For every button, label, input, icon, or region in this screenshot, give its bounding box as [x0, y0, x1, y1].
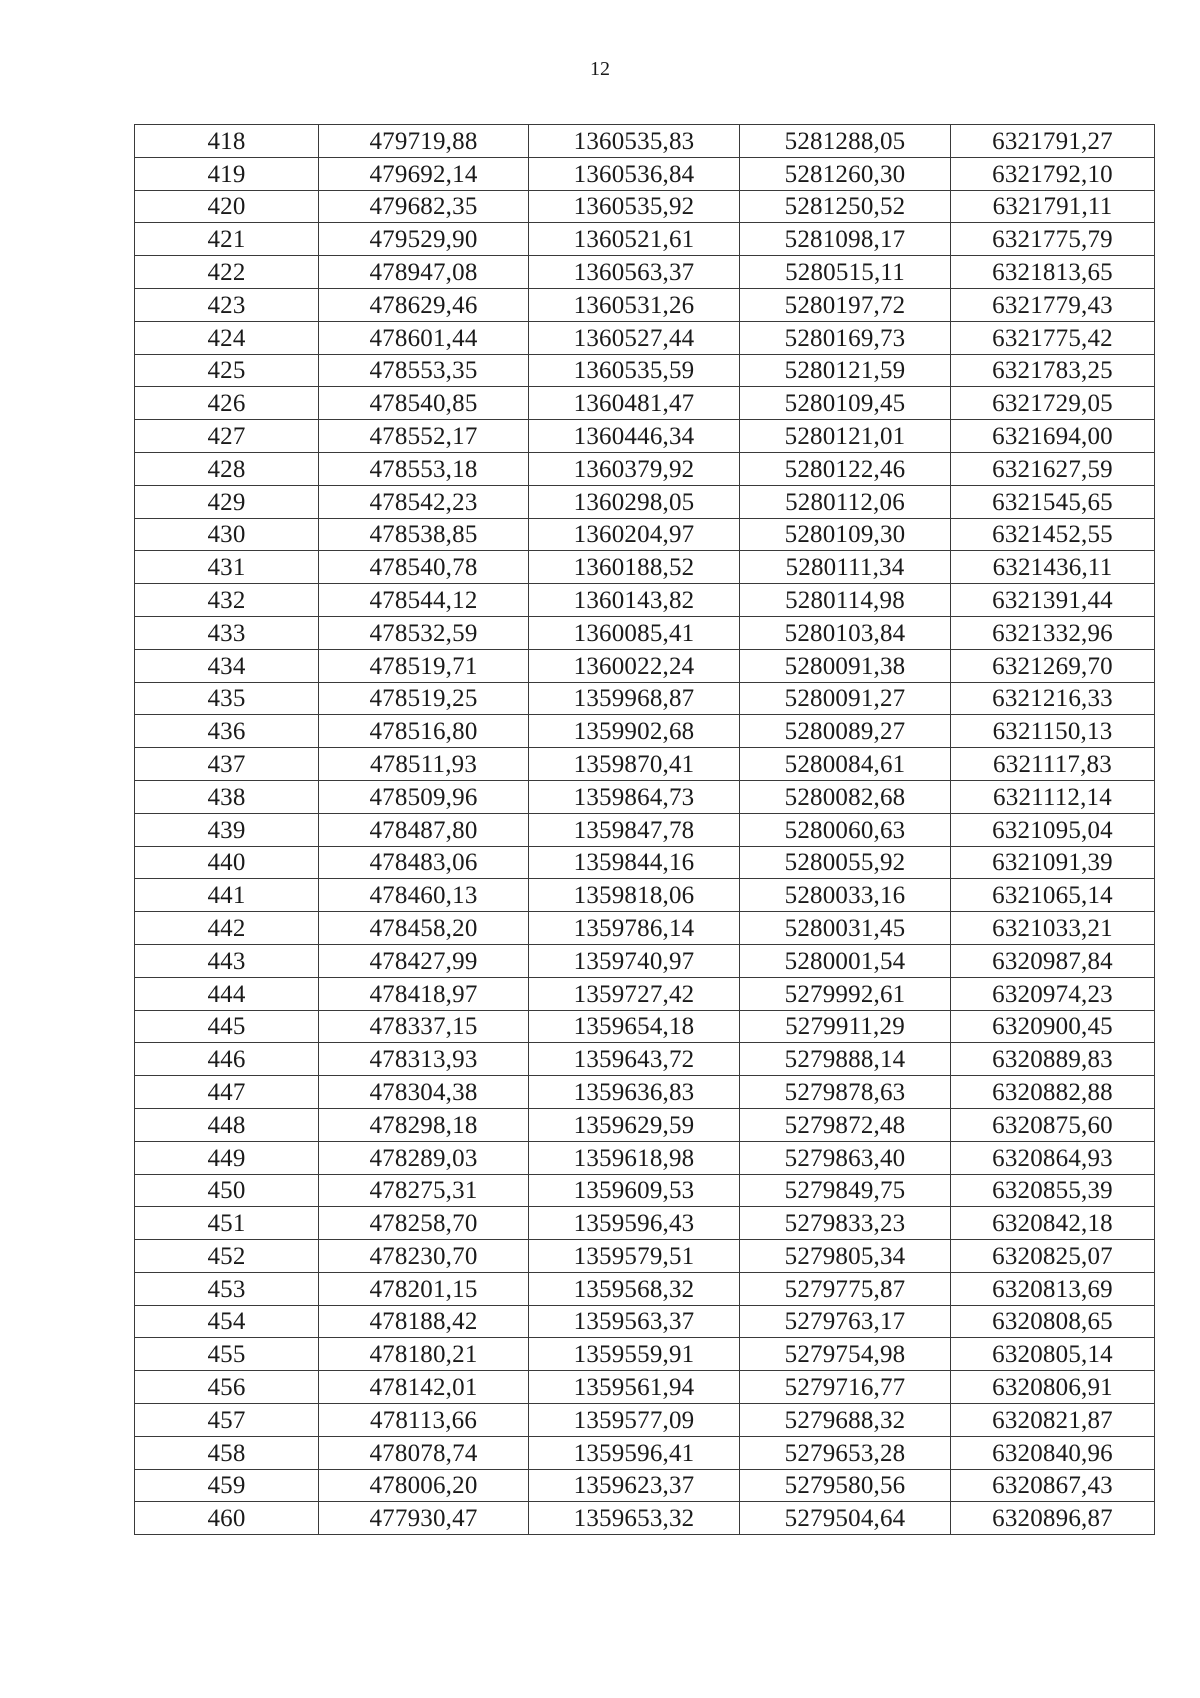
- coord-y-cell: 1359654,18: [529, 1010, 740, 1043]
- coord-x2-cell: 5280121,01: [740, 420, 951, 453]
- coord-x2-cell: 5280122,46: [740, 452, 951, 485]
- coord-x-cell: 478078,74: [319, 1436, 529, 1469]
- table-row: [135, 1469, 1155, 1502]
- coord-y2-cell: 6320825,07: [951, 1240, 1155, 1273]
- coord-x-cell: 478006,20: [319, 1469, 529, 1502]
- coord-x2-cell: 5279763,17: [740, 1305, 951, 1338]
- coord-x-cell: 478275,31: [319, 1174, 529, 1207]
- coord-x2-cell: 5279911,29: [740, 1010, 951, 1043]
- coord-y2-cell: 6321694,00: [951, 420, 1155, 453]
- coord-y2-cell: 6321391,44: [951, 584, 1155, 617]
- coord-x-cell: 478519,25: [319, 682, 529, 715]
- table-row: [135, 1338, 1155, 1371]
- coord-y-cell: 1359579,51: [529, 1240, 740, 1273]
- coord-x-cell: 478544,12: [319, 584, 529, 617]
- table-row: [135, 1043, 1155, 1076]
- table-row: [135, 912, 1155, 945]
- table-row: [135, 518, 1155, 551]
- coord-y2-cell: 6320806,91: [951, 1371, 1155, 1404]
- point-number-cell: 432: [135, 584, 319, 617]
- coord-x2-cell: 5279992,61: [740, 977, 951, 1010]
- point-number-cell: 437: [135, 748, 319, 781]
- table-row: [135, 846, 1155, 879]
- coord-y-cell: 1359727,42: [529, 977, 740, 1010]
- coord-x-cell: 478427,99: [319, 944, 529, 977]
- point-number-cell: 425: [135, 354, 319, 387]
- coord-y2-cell: 6321065,14: [951, 879, 1155, 912]
- coord-y-cell: 1360563,37: [529, 256, 740, 289]
- coord-y2-cell: 6321095,04: [951, 813, 1155, 846]
- coord-x-cell: 478458,20: [319, 912, 529, 945]
- table-row: [135, 780, 1155, 813]
- coord-x2-cell: 5279580,56: [740, 1469, 951, 1502]
- table-row: [135, 1305, 1155, 1338]
- coord-x-cell: 478201,15: [319, 1272, 529, 1305]
- coord-y-cell: 1359786,14: [529, 912, 740, 945]
- point-number-cell: 435: [135, 682, 319, 715]
- point-number-cell: 448: [135, 1108, 319, 1141]
- coord-y-cell: 1359643,72: [529, 1043, 740, 1076]
- table-row: [135, 288, 1155, 321]
- table-row: [135, 1404, 1155, 1437]
- coord-y-cell: 1360204,97: [529, 518, 740, 551]
- point-number-cell: 421: [135, 223, 319, 256]
- coord-y2-cell: 6321216,33: [951, 682, 1155, 715]
- coord-y2-cell: 6321150,13: [951, 715, 1155, 748]
- coord-x-cell: 478511,93: [319, 748, 529, 781]
- table-row: [135, 1436, 1155, 1469]
- coord-y2-cell: 6321117,83: [951, 748, 1155, 781]
- coord-x-cell: 478540,78: [319, 551, 529, 584]
- coord-x2-cell: 5279653,28: [740, 1436, 951, 1469]
- table-row: [135, 190, 1155, 223]
- table-row: [135, 1371, 1155, 1404]
- coord-y-cell: 1359563,37: [529, 1305, 740, 1338]
- coord-y-cell: 1360531,26: [529, 288, 740, 321]
- table-row: [135, 485, 1155, 518]
- coord-x2-cell: 5279805,34: [740, 1240, 951, 1273]
- table-row: [135, 584, 1155, 617]
- coord-x-cell: 479682,35: [319, 190, 529, 223]
- table-row: [135, 977, 1155, 1010]
- coord-y-cell: 1359870,41: [529, 748, 740, 781]
- coord-y2-cell: 6321729,05: [951, 387, 1155, 420]
- point-number-cell: 441: [135, 879, 319, 912]
- coord-y2-cell: 6320842,18: [951, 1207, 1155, 1240]
- coord-x2-cell: 5279849,75: [740, 1174, 951, 1207]
- coord-x-cell: 478188,42: [319, 1305, 529, 1338]
- point-number-cell: 423: [135, 288, 319, 321]
- coord-y-cell: 1359864,73: [529, 780, 740, 813]
- coord-y2-cell: 6321783,25: [951, 354, 1155, 387]
- coord-x-cell: 478258,70: [319, 1207, 529, 1240]
- coord-y2-cell: 6320808,65: [951, 1305, 1155, 1338]
- coord-x-cell: 478542,23: [319, 485, 529, 518]
- coord-y2-cell: 6321112,14: [951, 780, 1155, 813]
- point-number-cell: 426: [135, 387, 319, 420]
- coord-y-cell: 1359609,53: [529, 1174, 740, 1207]
- coord-y2-cell: 6321775,79: [951, 223, 1155, 256]
- coord-y2-cell: 6321627,59: [951, 452, 1155, 485]
- coord-y2-cell: 6321436,11: [951, 551, 1155, 584]
- coord-y2-cell: 6320896,87: [951, 1502, 1155, 1535]
- point-number-cell: 419: [135, 157, 319, 190]
- coord-x2-cell: 5280109,30: [740, 518, 951, 551]
- coord-x2-cell: 5280082,68: [740, 780, 951, 813]
- coord-y2-cell: 6320900,45: [951, 1010, 1155, 1043]
- coord-x-cell: 478532,59: [319, 616, 529, 649]
- coord-x-cell: 478304,38: [319, 1076, 529, 1109]
- coord-x-cell: 478629,46: [319, 288, 529, 321]
- coord-y-cell: 1360143,82: [529, 584, 740, 617]
- coord-y2-cell: 6320840,96: [951, 1436, 1155, 1469]
- coord-x-cell: 478487,80: [319, 813, 529, 846]
- coord-x-cell: 479692,14: [319, 157, 529, 190]
- coord-x-cell: 478519,71: [319, 649, 529, 682]
- coord-x-cell: 479719,88: [319, 125, 529, 158]
- table-row: [135, 223, 1155, 256]
- table-row: [135, 1272, 1155, 1305]
- coord-y-cell: 1359818,06: [529, 879, 740, 912]
- coord-y2-cell: 6320855,39: [951, 1174, 1155, 1207]
- point-number-cell: 445: [135, 1010, 319, 1043]
- coord-y-cell: 1360481,47: [529, 387, 740, 420]
- coord-x2-cell: 5281250,52: [740, 190, 951, 223]
- point-number-cell: 455: [135, 1338, 319, 1371]
- coord-y2-cell: 6320875,60: [951, 1108, 1155, 1141]
- coord-x2-cell: 5281098,17: [740, 223, 951, 256]
- coord-y2-cell: 6320987,84: [951, 944, 1155, 977]
- table-row: [135, 813, 1155, 846]
- coord-x2-cell: 5279863,40: [740, 1141, 951, 1174]
- coord-y-cell: 1360085,41: [529, 616, 740, 649]
- coord-y-cell: 1359618,98: [529, 1141, 740, 1174]
- coord-y-cell: 1359561,94: [529, 1371, 740, 1404]
- point-number-cell: 447: [135, 1076, 319, 1109]
- coord-x2-cell: 5280121,59: [740, 354, 951, 387]
- point-number-cell: 451: [135, 1207, 319, 1240]
- table-row: [135, 748, 1155, 781]
- coord-x-cell: 478337,15: [319, 1010, 529, 1043]
- point-number-cell: 439: [135, 813, 319, 846]
- coord-x2-cell: 5279716,77: [740, 1371, 951, 1404]
- coord-x-cell: 478298,18: [319, 1108, 529, 1141]
- coord-y-cell: 1360535,83: [529, 125, 740, 158]
- point-number-cell: 433: [135, 616, 319, 649]
- table-row: [135, 1502, 1155, 1535]
- coord-x-cell: 478113,66: [319, 1404, 529, 1437]
- coord-y-cell: 1360535,59: [529, 354, 740, 387]
- point-number-cell: 444: [135, 977, 319, 1010]
- point-number-cell: 438: [135, 780, 319, 813]
- coord-x2-cell: 5279872,48: [740, 1108, 951, 1141]
- table-row: [135, 1207, 1155, 1240]
- coord-y2-cell: 6320821,87: [951, 1404, 1155, 1437]
- point-number-cell: 457: [135, 1404, 319, 1437]
- coord-y-cell: 1359740,97: [529, 944, 740, 977]
- table-row: [135, 551, 1155, 584]
- table-row: [135, 452, 1155, 485]
- coord-x-cell: 478553,18: [319, 452, 529, 485]
- point-number-cell: 429: [135, 485, 319, 518]
- table-row: [135, 1141, 1155, 1174]
- coord-x2-cell: 5280197,72: [740, 288, 951, 321]
- coord-y-cell: 1360379,92: [529, 452, 740, 485]
- table-row: [135, 354, 1155, 387]
- table-row: [135, 157, 1155, 190]
- coord-y-cell: 1359968,87: [529, 682, 740, 715]
- coord-x2-cell: 5280169,73: [740, 321, 951, 354]
- coord-x2-cell: 5280084,61: [740, 748, 951, 781]
- coord-y-cell: 1359559,91: [529, 1338, 740, 1371]
- point-number-cell: 418: [135, 125, 319, 158]
- coord-y-cell: 1359568,32: [529, 1272, 740, 1305]
- coord-y-cell: 1359902,68: [529, 715, 740, 748]
- coord-y-cell: 1359844,16: [529, 846, 740, 879]
- table-row: [135, 256, 1155, 289]
- table-row: [135, 649, 1155, 682]
- coord-y-cell: 1360536,84: [529, 157, 740, 190]
- coord-y-cell: 1359596,43: [529, 1207, 740, 1240]
- coord-x2-cell: 5279688,32: [740, 1404, 951, 1437]
- point-number-cell: 436: [135, 715, 319, 748]
- point-number-cell: 428: [135, 452, 319, 485]
- coord-y-cell: 1360298,05: [529, 485, 740, 518]
- coord-x2-cell: 5280103,84: [740, 616, 951, 649]
- coord-x2-cell: 5280515,11: [740, 256, 951, 289]
- point-number-cell: 458: [135, 1436, 319, 1469]
- coord-x-cell: 478601,44: [319, 321, 529, 354]
- coord-x2-cell: 5279888,14: [740, 1043, 951, 1076]
- coord-x2-cell: 5280114,98: [740, 584, 951, 617]
- coord-x-cell: 478142,01: [319, 1371, 529, 1404]
- coord-x-cell: 478553,35: [319, 354, 529, 387]
- point-number-cell: 459: [135, 1469, 319, 1502]
- coord-x2-cell: 5280031,45: [740, 912, 951, 945]
- coord-y-cell: 1359623,37: [529, 1469, 740, 1502]
- coord-x2-cell: 5281260,30: [740, 157, 951, 190]
- point-number-cell: 454: [135, 1305, 319, 1338]
- coord-x2-cell: 5279833,23: [740, 1207, 951, 1240]
- point-number-cell: 434: [135, 649, 319, 682]
- coordinates-table-body: [135, 125, 1155, 1535]
- point-number-cell: 422: [135, 256, 319, 289]
- coord-y-cell: 1360521,61: [529, 223, 740, 256]
- coord-y2-cell: 6321792,10: [951, 157, 1155, 190]
- coord-y-cell: 1360527,44: [529, 321, 740, 354]
- table-row: [135, 1076, 1155, 1109]
- coord-x2-cell: 5280033,16: [740, 879, 951, 912]
- coord-x2-cell: 5279878,63: [740, 1076, 951, 1109]
- coord-y2-cell: 6321775,42: [951, 321, 1155, 354]
- coord-y2-cell: 6321269,70: [951, 649, 1155, 682]
- coord-x2-cell: 5280112,06: [740, 485, 951, 518]
- coord-x-cell: 478516,80: [319, 715, 529, 748]
- table-row: [135, 387, 1155, 420]
- page-number: 12: [590, 58, 610, 80]
- coord-x2-cell: 5281288,05: [740, 125, 951, 158]
- coord-x-cell: 478947,08: [319, 256, 529, 289]
- coord-y2-cell: 6320882,88: [951, 1076, 1155, 1109]
- point-number-cell: 450: [135, 1174, 319, 1207]
- coord-y-cell: 1359596,41: [529, 1436, 740, 1469]
- coord-x-cell: 478180,21: [319, 1338, 529, 1371]
- point-number-cell: 424: [135, 321, 319, 354]
- coord-x2-cell: 5280001,54: [740, 944, 951, 977]
- coord-x-cell: 478483,06: [319, 846, 529, 879]
- coord-y2-cell: 6321091,39: [951, 846, 1155, 879]
- coord-x-cell: 478460,13: [319, 879, 529, 912]
- coord-y-cell: 1359653,32: [529, 1502, 740, 1535]
- table-row: [135, 125, 1155, 158]
- coord-y2-cell: 6321332,96: [951, 616, 1155, 649]
- coord-x2-cell: 5280091,38: [740, 649, 951, 682]
- coord-y-cell: 1360535,92: [529, 190, 740, 223]
- table-row: [135, 682, 1155, 715]
- coord-y-cell: 1360188,52: [529, 551, 740, 584]
- coord-y2-cell: 6321791,27: [951, 125, 1155, 158]
- coord-y-cell: 1360446,34: [529, 420, 740, 453]
- coord-x-cell: 477930,47: [319, 1502, 529, 1535]
- coord-y2-cell: 6321452,55: [951, 518, 1155, 551]
- coord-x2-cell: 5280111,34: [740, 551, 951, 584]
- coord-x-cell: 478289,03: [319, 1141, 529, 1174]
- coord-x2-cell: 5280060,63: [740, 813, 951, 846]
- coord-x2-cell: 5280109,45: [740, 387, 951, 420]
- coord-y2-cell: 6320867,43: [951, 1469, 1155, 1502]
- coord-x-cell: 478418,97: [319, 977, 529, 1010]
- coord-y2-cell: 6320974,23: [951, 977, 1155, 1010]
- point-number-cell: 431: [135, 551, 319, 584]
- point-number-cell: 452: [135, 1240, 319, 1273]
- point-number-cell: 427: [135, 420, 319, 453]
- coord-x2-cell: 5279504,64: [740, 1502, 951, 1535]
- coord-y-cell: 1359636,83: [529, 1076, 740, 1109]
- table-row: [135, 1108, 1155, 1141]
- coord-x2-cell: 5280091,27: [740, 682, 951, 715]
- point-number-cell: 449: [135, 1141, 319, 1174]
- coord-y-cell: 1360022,24: [529, 649, 740, 682]
- coord-x-cell: 478538,85: [319, 518, 529, 551]
- point-number-cell: 460: [135, 1502, 319, 1535]
- table-row: [135, 1174, 1155, 1207]
- point-number-cell: 440: [135, 846, 319, 879]
- coord-y2-cell: 6320864,93: [951, 1141, 1155, 1174]
- table-row: [135, 1010, 1155, 1043]
- coord-y2-cell: 6321791,11: [951, 190, 1155, 223]
- point-number-cell: 453: [135, 1272, 319, 1305]
- point-number-cell: 446: [135, 1043, 319, 1076]
- table-row: [135, 1240, 1155, 1273]
- table-row: [135, 616, 1155, 649]
- coord-x2-cell: 5280089,27: [740, 715, 951, 748]
- point-number-cell: 442: [135, 912, 319, 945]
- coord-x-cell: 478313,93: [319, 1043, 529, 1076]
- coord-y2-cell: 6321545,65: [951, 485, 1155, 518]
- table-row: [135, 879, 1155, 912]
- coord-x-cell: 479529,90: [319, 223, 529, 256]
- point-number-cell: 456: [135, 1371, 319, 1404]
- coord-y-cell: 1359629,59: [529, 1108, 740, 1141]
- coord-y-cell: 1359847,78: [529, 813, 740, 846]
- coord-y2-cell: 6320813,69: [951, 1272, 1155, 1305]
- coord-y2-cell: 6320889,83: [951, 1043, 1155, 1076]
- coordinates-table: [134, 124, 1155, 1535]
- coord-y2-cell: 6321779,43: [951, 288, 1155, 321]
- coord-x2-cell: 5279775,87: [740, 1272, 951, 1305]
- table-row: [135, 321, 1155, 354]
- point-number-cell: 443: [135, 944, 319, 977]
- point-number-cell: 420: [135, 190, 319, 223]
- coord-y-cell: 1359577,09: [529, 1404, 740, 1437]
- table-row: [135, 715, 1155, 748]
- coord-y2-cell: 6320805,14: [951, 1338, 1155, 1371]
- coord-x2-cell: 5279754,98: [740, 1338, 951, 1371]
- coord-y2-cell: 6321813,65: [951, 256, 1155, 289]
- coord-x-cell: 478509,96: [319, 780, 529, 813]
- point-number-cell: 430: [135, 518, 319, 551]
- coord-x2-cell: 5280055,92: [740, 846, 951, 879]
- table-row: [135, 944, 1155, 977]
- table-row: [135, 420, 1155, 453]
- coord-x-cell: 478540,85: [319, 387, 529, 420]
- coord-x-cell: 478552,17: [319, 420, 529, 453]
- coord-y2-cell: 6321033,21: [951, 912, 1155, 945]
- coord-x-cell: 478230,70: [319, 1240, 529, 1273]
